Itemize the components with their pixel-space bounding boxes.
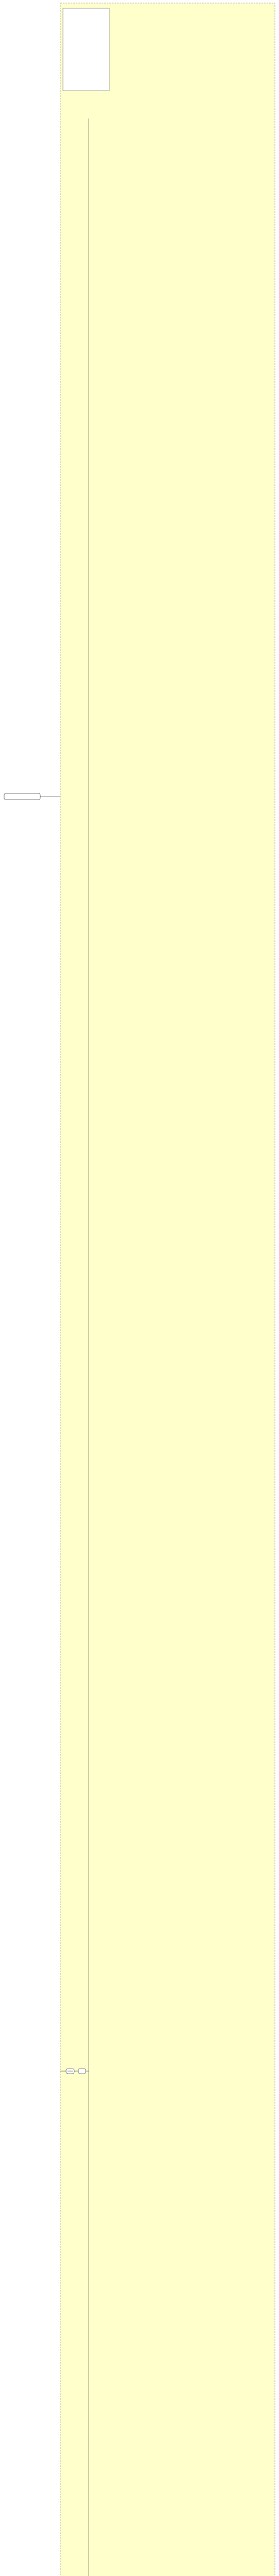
choice-symbol — [78, 2069, 86, 2074]
attributes-box — [63, 8, 109, 91]
group-container — [60, 3, 275, 2576]
sequence-symbol — [66, 2069, 74, 2074]
root-node[interactable] — [4, 793, 40, 800]
